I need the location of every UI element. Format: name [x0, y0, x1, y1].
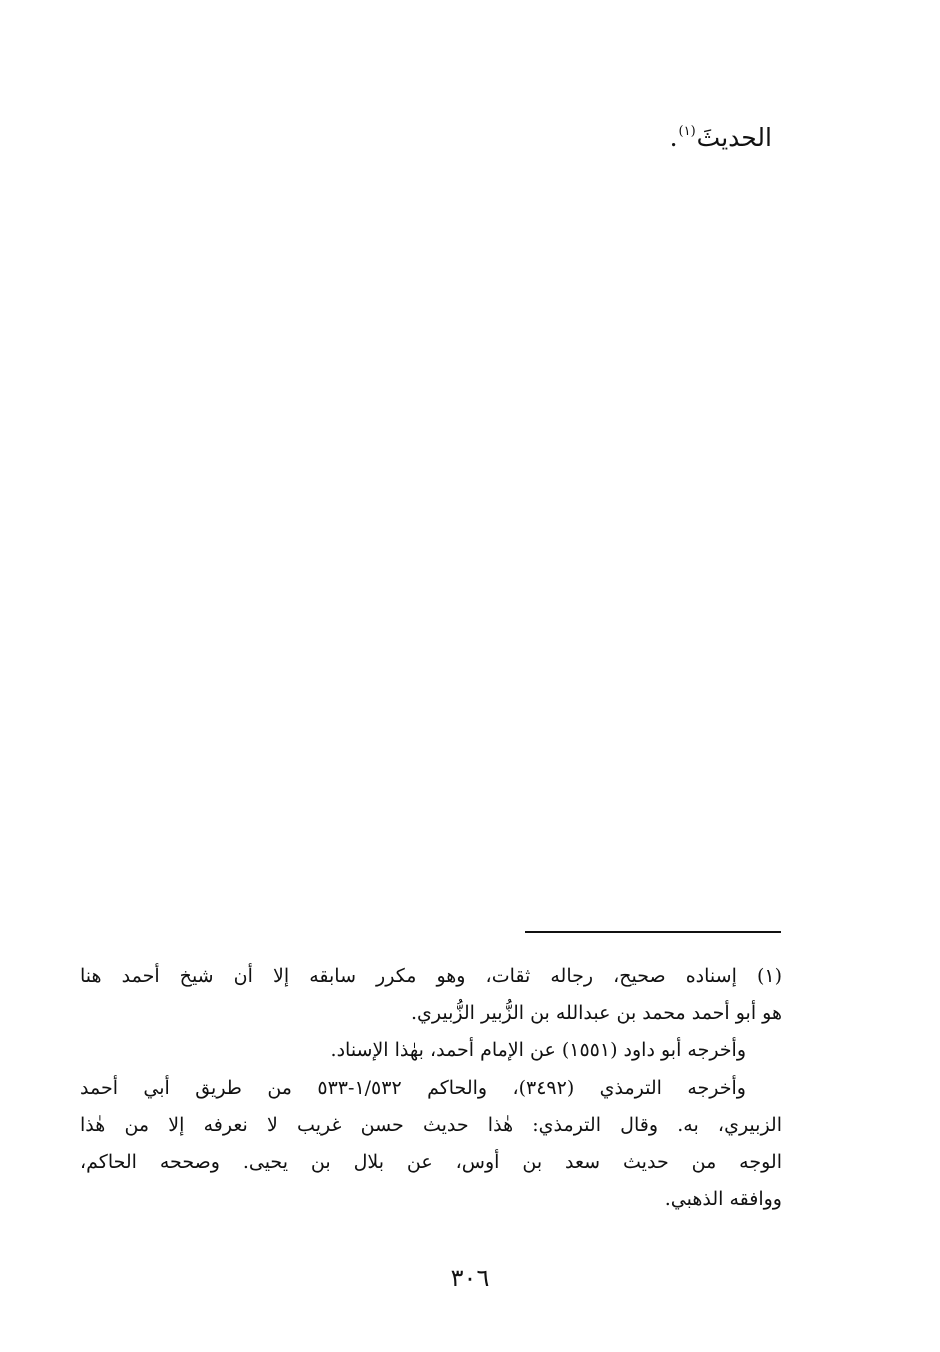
footnote-line: وأخرجه أبو داود (١٥٥١) عن الإمام أحمد، بهٰذا الإسناد. — [330, 1039, 746, 1062]
main-text: الحديثَ — [696, 123, 772, 152]
footnotes — [80, 958, 782, 1218]
footnote-line: وأخرجه الترمذي (٣٤٩٢)، والحاكم ١/٥٣٢-٥٣٣ من طريق أبي أحمد — [80, 1076, 746, 1099]
main-text-line — [670, 118, 772, 163]
footnote-line: ووافقه الذهبي. — [664, 1188, 782, 1211]
footnote-line: هو أبو أحمد محمد بن عبدالله بن الزُّبير الزُّبيري. — [410, 1002, 782, 1025]
footnote-reference: (١) — [678, 124, 696, 139]
footnote-line: الزبيري، به. وقال الترمذي: هٰذا حديث حسن غريب لا نعرفه إلا من هٰذا — [80, 1113, 782, 1136]
footnote-separator — [525, 931, 781, 933]
page-number: ٣٠٦ — [450, 1264, 490, 1292]
end-punctuation: . — [669, 123, 678, 152]
footnote-line: (١) إسناده صحيح، رجاله ثقات، وهو مكرر سابقه إلا أن شيخ أحمد هنا — [80, 965, 782, 987]
footnote-line: الوجه من حديث سعد بن أوس، عن بلال بن يحيى. وصححه الحاكم، — [80, 1150, 782, 1173]
